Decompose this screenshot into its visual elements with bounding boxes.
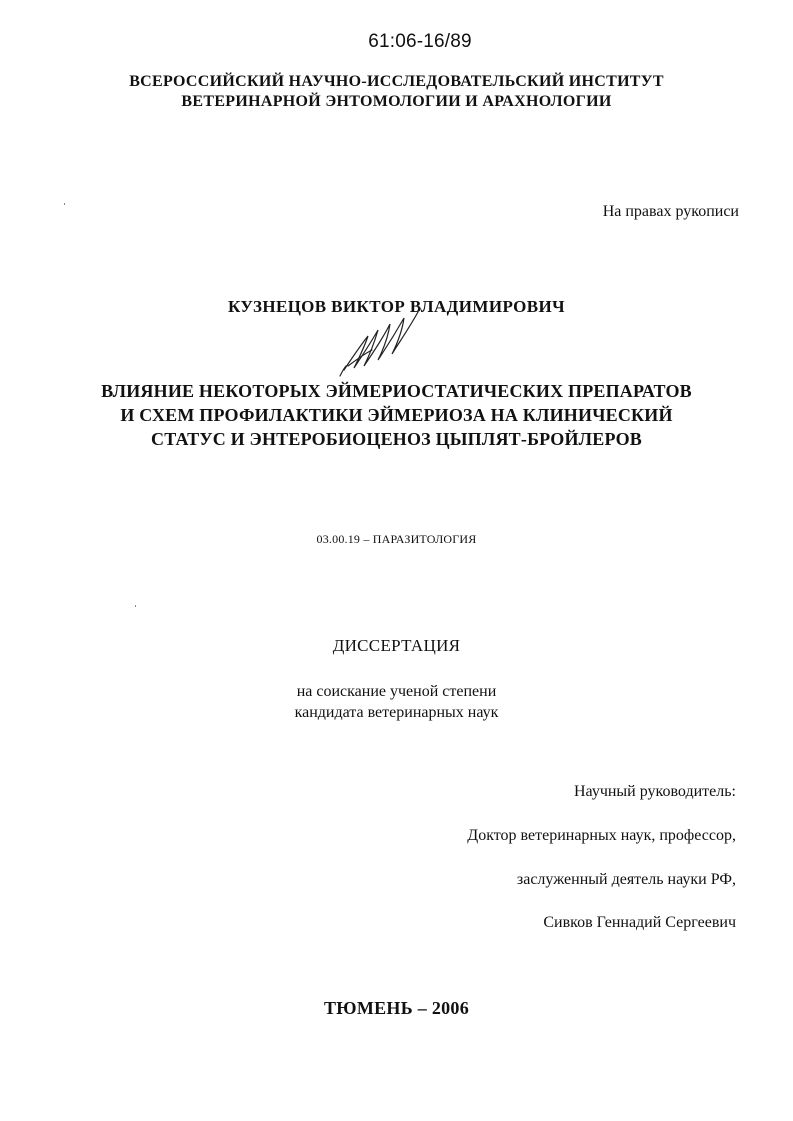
scan-speck xyxy=(135,605,136,607)
degree-statement xyxy=(0,681,793,723)
city-year: ТЮМЕНЬ – 2006 xyxy=(323,998,470,1018)
archive-code: 61:06-16/89 xyxy=(368,31,472,52)
institute-line-2: ВЕТЕРИНАРНОЙ ЭНТОМОЛОГИИ И АРАХНОЛОГИИ xyxy=(181,93,612,110)
supervisor-label: Научный руководитель: xyxy=(573,783,736,800)
title-line-3: СТАТУС И ЭНТЕРОБИОЦЕНОЗ ЦЫПЛЯТ-БРОЙЛЕРОВ xyxy=(151,429,642,449)
degree-line-2: кандидата ветеринарных наук xyxy=(294,704,499,721)
document-type: ДИССЕРТАЦИЯ xyxy=(332,636,461,655)
supervisor-name: Сивков Геннадий Сергеевич xyxy=(543,914,736,931)
institute-line-1: ВСЕРОССИЙСКИЙ НАУЧНО-ИССЛЕДОВАТЕЛЬСКИЙ ИНСТИТУТ xyxy=(129,73,664,90)
supervisor-title: Доктор ветеринарных наук, профессор, xyxy=(467,827,736,844)
handwritten-signature-icon xyxy=(338,310,428,385)
supervisor-honor: заслуженный деятель науки РФ, xyxy=(516,871,736,888)
institute-name xyxy=(0,72,793,112)
dissertation-title xyxy=(0,379,793,451)
title-line-1: ВЛИЯНИЕ НЕКОТОРЫХ ЭЙМЕРИОСТАТИЧЕСКИХ ПРЕПАРАТОВ xyxy=(101,381,692,401)
degree-line-1: на соискание ученой степени xyxy=(296,683,497,700)
title-line-2: И СХЕМ ПРОФИЛАКТИКИ ЭЙМЕРИОЗА НА КЛИНИЧЕСКИЙ xyxy=(120,405,673,425)
author-name: КУЗНЕЦОВ ВИКТОР ВЛАДИМИРОВИЧ xyxy=(227,297,565,316)
scan-speck xyxy=(64,203,65,205)
manuscript-note: На правах рукописи xyxy=(602,203,739,220)
specialty-code: 03.00.19 – ПАРАЗИТОЛОГИЯ xyxy=(316,532,477,546)
